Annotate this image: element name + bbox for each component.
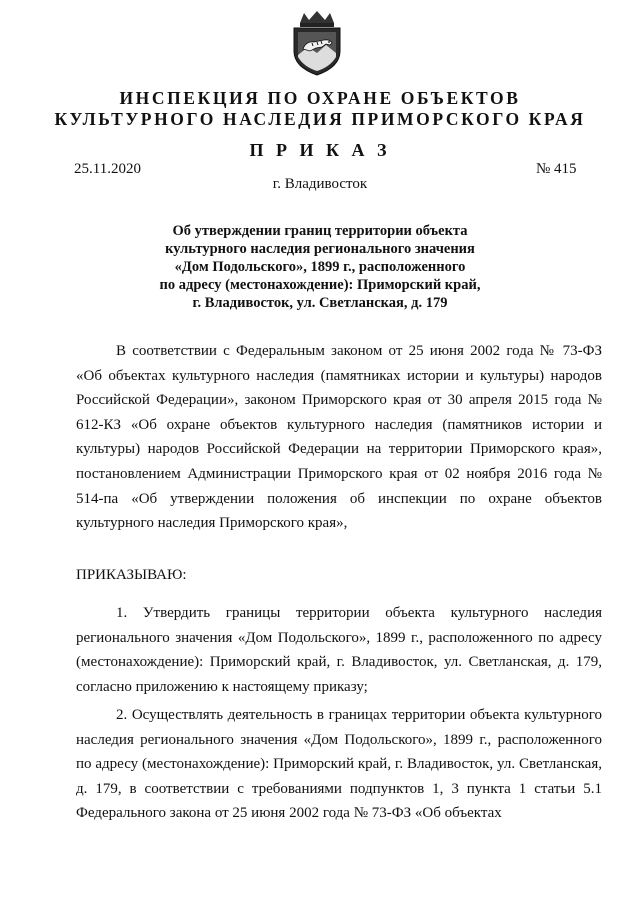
- order-item-text: 2. Осуществлять деятельность в границах территории объекта культурного наследия регионального значения «Дом Подольского», 1899 г., расположенного по адресу (местонахождение): Приморский край, г. Владивосток, ул. Светланская, д. 179, в соответствии с требованиями подпунктов 1, 3 пункта 1 статьи 5.1 Федерального закона от 25 июня 2002 года № 73-ФЗ «Об объектах: [76, 707, 602, 822]
- order-item-2: [76, 703, 602, 826]
- order-word: ПРИКАЗЫВАЮ:: [76, 567, 187, 583]
- title-line: Об утверждении границ территории объекта: [172, 223, 468, 239]
- document-date: 25.11.2020: [74, 161, 141, 177]
- document-city: г. Владивосток: [272, 176, 368, 192]
- organization-name-line-2: КУЛЬТУРНОГО НАСЛЕДИЯ ПРИМОРСКОГО КРАЯ: [54, 109, 586, 129]
- title-line: «Дом Подольского», 1899 г., расположенного: [174, 259, 466, 275]
- title-line: по адресу (местонахождение): Приморский край,: [159, 277, 481, 293]
- preamble-paragraph: [76, 339, 602, 536]
- preamble-text: В соответствии с Федеральным законом от 25 июня 2002 года № 73-ФЗ «Об объектах культурного наследия (памятниках истории и культуры) народов Российской Федерации», законом Приморского края от 30 апреля 2015 года № 612-КЗ «Об охране объектов культурного наследия (памятников истории и культуры) народов Российской Федерации на территории Приморского края», постановлением Администрации Приморского края от 02 ноября 2016 года № 514-па «Об утверждении положения об инспекции по охране объектов культурного наследия Приморского края»,: [76, 343, 602, 532]
- order-item-1: [76, 601, 602, 699]
- order-item-text: 1. Утвердить границы территории объекта культурного наследия регионального значения «Дом Подольского», 1899 г., расположенного по адресу (местонахождение): Приморский край, г. Владивосток, ул. Светланская, д. 179, согласно приложению к настоящему приказу;: [76, 605, 602, 695]
- primorsky-krai-coat-of-arms-icon: [286, 11, 348, 77]
- title-line: культурного наследия регионального значения: [165, 241, 475, 257]
- organization-name-line-1: ИНСПЕКЦИЯ ПО ОХРАНЕ ОБЪЕКТОВ: [119, 88, 521, 108]
- title-line: г. Владивосток, ул. Светланская, д. 179: [192, 295, 448, 311]
- document-type: П Р И К А З: [249, 140, 391, 160]
- document-title: [120, 222, 520, 312]
- document-number: № 415: [536, 161, 577, 177]
